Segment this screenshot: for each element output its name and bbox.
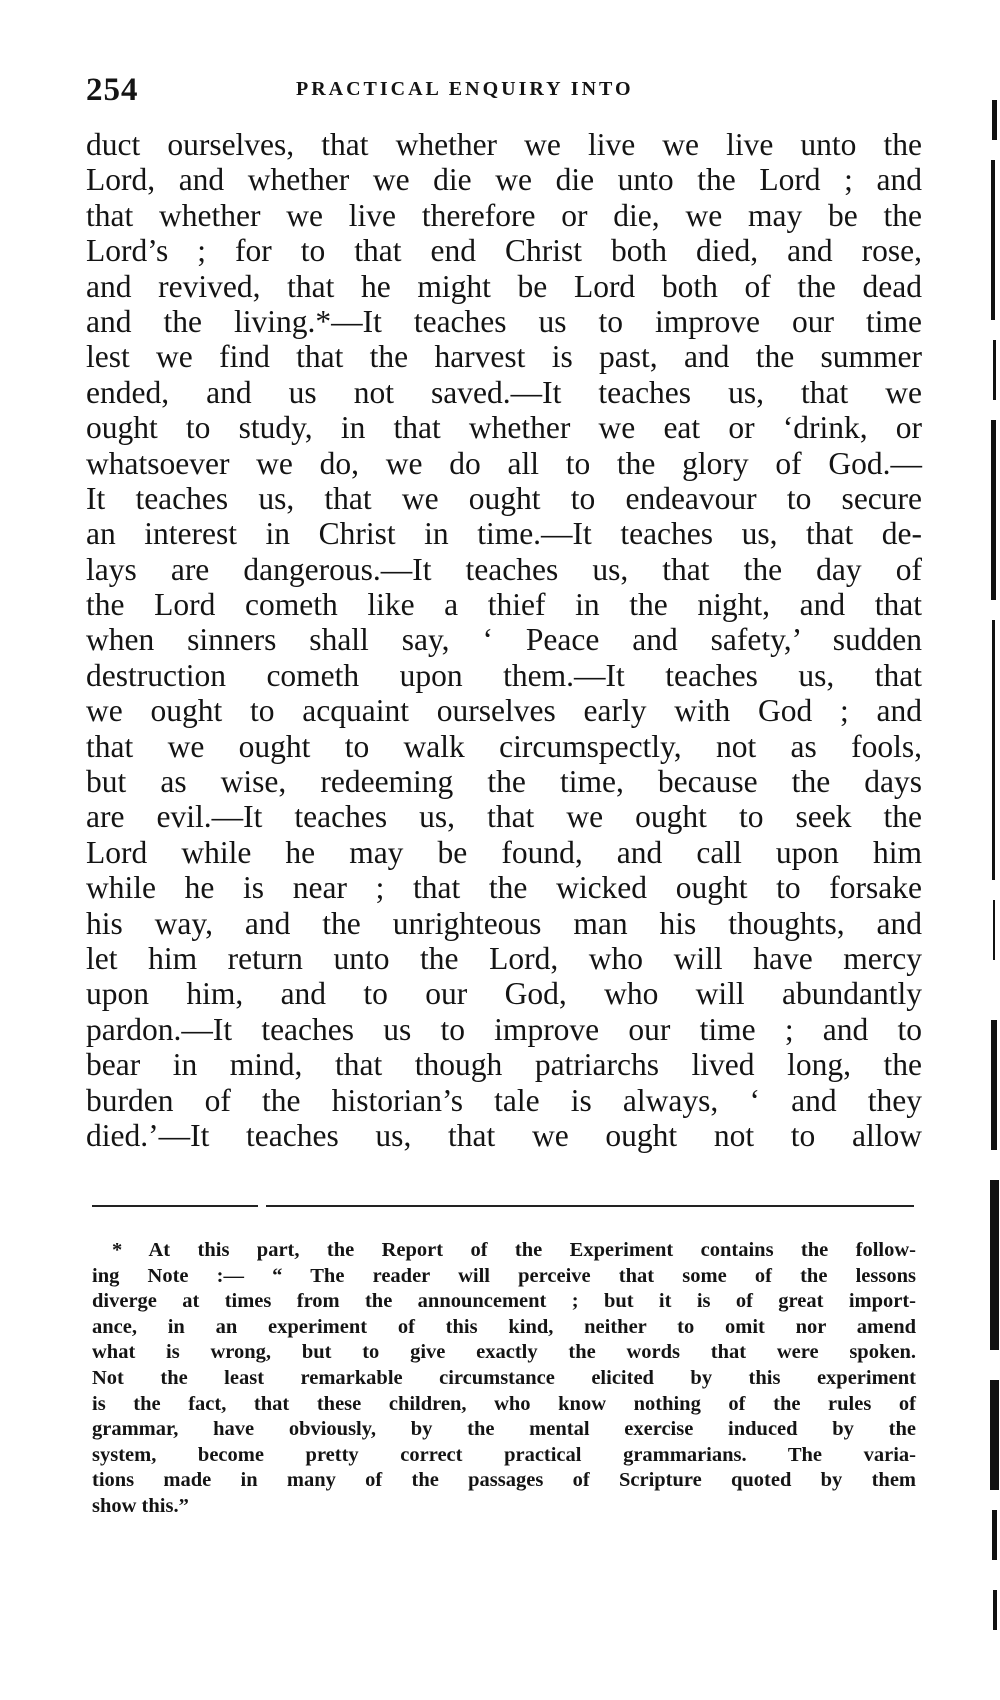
body-line: let him return unto the Lord, who will have mercy [86,940,922,976]
body-line: died.’—It teaches us, that we ought not to allow [86,1117,922,1153]
footnote-line: tions made in many of the passages of Scripture quoted by them [92,1469,916,1492]
body-line: ought to study, in that whether we eat or ‘drink, or [86,410,922,446]
page-number: 254 [86,72,139,108]
footnote-line: what is wrong, but to give exactly the words that were spoken. [92,1341,916,1364]
body-line: and revived, that he might be Lord both of the dead [86,268,922,304]
body-line: while he is near ; that the wicked ought to forsake [86,870,922,906]
footnote-line: * At this part, the Report of the Experiment contains the follow- [112,1239,916,1261]
body-line: are evil.—It teaches us, that we ought to seek the [86,799,922,835]
edge-mark [991,420,996,600]
body-line: that we ought to walk circumspectly, not as fools, [86,728,922,764]
edge-mark [991,1020,997,1150]
footnote [92,1238,916,1520]
body-line: bear in mind, that though patriarchs lived long, the [86,1047,922,1083]
body-line: lays are dangerous.—It teaches us, that the day of [86,551,922,587]
body-line: whatsoever we do, we do all to the glory of God.— [86,445,922,481]
body-line: destruction cometh upon them.—It teaches us, that [86,657,922,693]
footnote-line: show this.” [92,1494,189,1517]
body-line: his way, and the unrighteous man his thoughts, and [86,905,922,941]
footnote-line: diverge at times from the announcement ; but it is of great import- [92,1290,916,1313]
body-line: and the living.*—It teaches us to improve our time [86,303,922,339]
body-line: burden of the historian’s tale is always, ‘ and they [86,1082,922,1118]
footnote-line: ance, in an experiment of this kind, neither to omit nor amend [92,1315,916,1338]
footnote-line: ing Note :— “ The reader will perceive that some of the lessons [92,1264,916,1287]
body-line: we ought to acquaint ourselves early with God ; and [86,693,922,729]
body-line: Lord’s ; for to that end Christ both died, and rose, [86,233,922,269]
footnote-line: is the fact, that these children, who know nothing of the rules of [92,1392,916,1415]
body-line: an interest in Christ in time.—It teaches us, that de- [86,516,922,552]
body-line: ended, and us not saved.—It teaches us, that we [86,374,922,410]
edge-mark [990,1180,999,1350]
edge-mark [993,900,995,960]
page-edge-shadow [990,90,1000,1650]
footnote-line: system, become pretty correct practical grammarians. The varia- [92,1443,916,1466]
body-line: Lord while he may be found, and call upon him [86,834,922,870]
edge-mark [990,1380,999,1490]
body-line: the Lord cometh like a thief in the night, and that [86,587,922,623]
running-head [86,72,926,112]
running-title: PRACTICAL ENQUIRY INTO [296,78,634,100]
body-line: Lord, and whether we die we die unto the Lord ; and [86,162,922,198]
body-text [86,127,922,1153]
body-line: lest we find that the harvest is past, and the summer [86,339,922,375]
footnote-divider-gap [258,1204,266,1208]
footnote-line: Not the least remarkable circumstance elicited by this experiment [92,1366,916,1389]
edge-mark [992,1510,997,1560]
edge-mark [992,620,995,880]
body-line: when sinners shall say, ‘ Peace and safety,’ sudden [86,622,922,658]
edge-mark [992,100,997,140]
edge-mark [993,340,996,400]
edge-mark [993,1590,997,1630]
body-line: pardon.—It teaches us to improve our time ; and to [86,1011,922,1047]
body-line: It teaches us, that we ought to endeavour to secure [86,480,922,516]
body-line: duct ourselves, that whether we live we live unto the [86,127,922,162]
body-line: upon him, and to our God, who will abundantly [86,976,922,1012]
body-line: but as wise, redeeming the time, because the days [86,764,922,800]
body-line: that whether we live therefore or die, we may be the [86,197,922,233]
footnote-divider [92,1205,914,1207]
footnote-line: grammar, have obviously, by the mental exercise induced by the [92,1418,916,1441]
edge-mark [991,160,995,320]
